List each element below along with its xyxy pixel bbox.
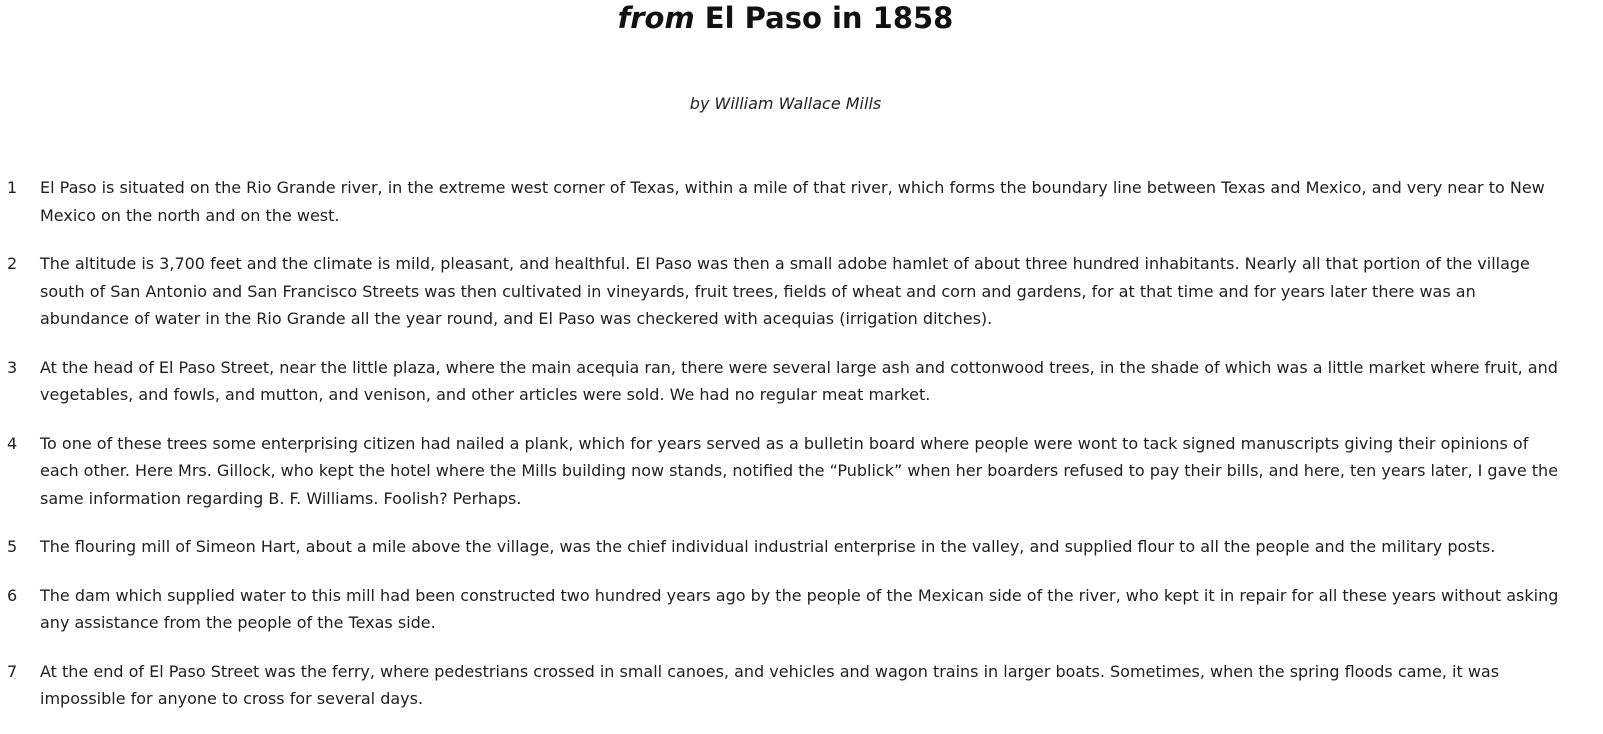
passage-title (0, 0, 1571, 36)
paragraph-number: 3 (7, 357, 18, 377)
paragraph-7 (0, 658, 1603, 713)
paragraph-2 (0, 250, 1603, 333)
paragraph-text: At the end of El Paso Street was the ferry, where pedestrians crossed in small canoes, and vehicles and wagon trains in larger boats. Sometimes, when the spring floods came, it was impossible for anyone to cross for several days. (40, 661, 1500, 708)
title-main-text: El Paso in 1858 (704, 1, 954, 35)
paragraph-5 (0, 533, 1603, 561)
paragraph-text: At the head of El Paso Street, near the little plaza, where the main acequia ran, there were several large ash and cottonwood trees, in the shade of which was a little market where fruit, and vegetables, and fowls, and mutton, and venison, and other articles were sold. We had no regular meat market. (40, 357, 1558, 404)
paragraph-4 (0, 430, 1603, 513)
paragraph-text: To one of these trees some enterprising citizen had nailed a plank, which for years served as a bulletin board where people were wont to tack signed manuscripts giving their opinions of each other. Here Mrs. Gillock, who kept the hotel where the Mills building now stands, notified the “Publick” when her boarders refused to pay their bills, and here, ten years later, I gave the same information regarding B. F. Williams. Foolish? Perhaps. (40, 433, 1559, 508)
paragraph-text: El Paso is situated on the Rio Grande river, in the extreme west corner of Texas, within a mile of that river, which forms the boundary line between Texas and Mexico, and very near to New Mexico on the north and on the west. (40, 178, 1545, 225)
paragraph-number: 2 (7, 254, 18, 273)
paragraph-text: The flouring mill of Simeon Hart, about a mile above the village, was the chief individual industrial enterprise in the valley, and supplied flour to all the people and the military posts. (40, 537, 1496, 556)
paragraph-number: 6 (7, 585, 18, 605)
paragraph-1 (0, 174, 1603, 229)
paragraph-number: 7 (7, 661, 18, 681)
paragraph-3 (0, 354, 1603, 409)
title-italic-prefix: from (617, 1, 695, 35)
passage-body (0, 174, 1603, 734)
paragraph-number: 1 (7, 178, 18, 197)
paragraph-text: The dam which supplied water to this mill had been constructed two hundred years ago by the people of the Mexican side of the river, who kept it in repair for all these years without asking any assistance from the people of the Texas side. (40, 585, 1559, 632)
paragraph-number: 4 (7, 433, 18, 453)
paragraph-number: 5 (7, 537, 18, 556)
paragraph-6 (0, 582, 1603, 637)
paragraph-text: The altitude is 3,700 feet and the climate is mild, pleasant, and healthful. El Paso was then a small adobe hamlet of about three hundred inhabitants. Nearly all that portion of the village south of San Antonio and San Francisco Streets was then cultivated in vineyards, fruit trees, fields of wheat and corn and gardens, for at that time and for years later there was an abundance of water in the Rio Grande all the year round, and El Paso was checkered with acequias (irrigation ditches). (40, 254, 1530, 328)
author-byline: by William Wallace Mills (689, 94, 882, 113)
